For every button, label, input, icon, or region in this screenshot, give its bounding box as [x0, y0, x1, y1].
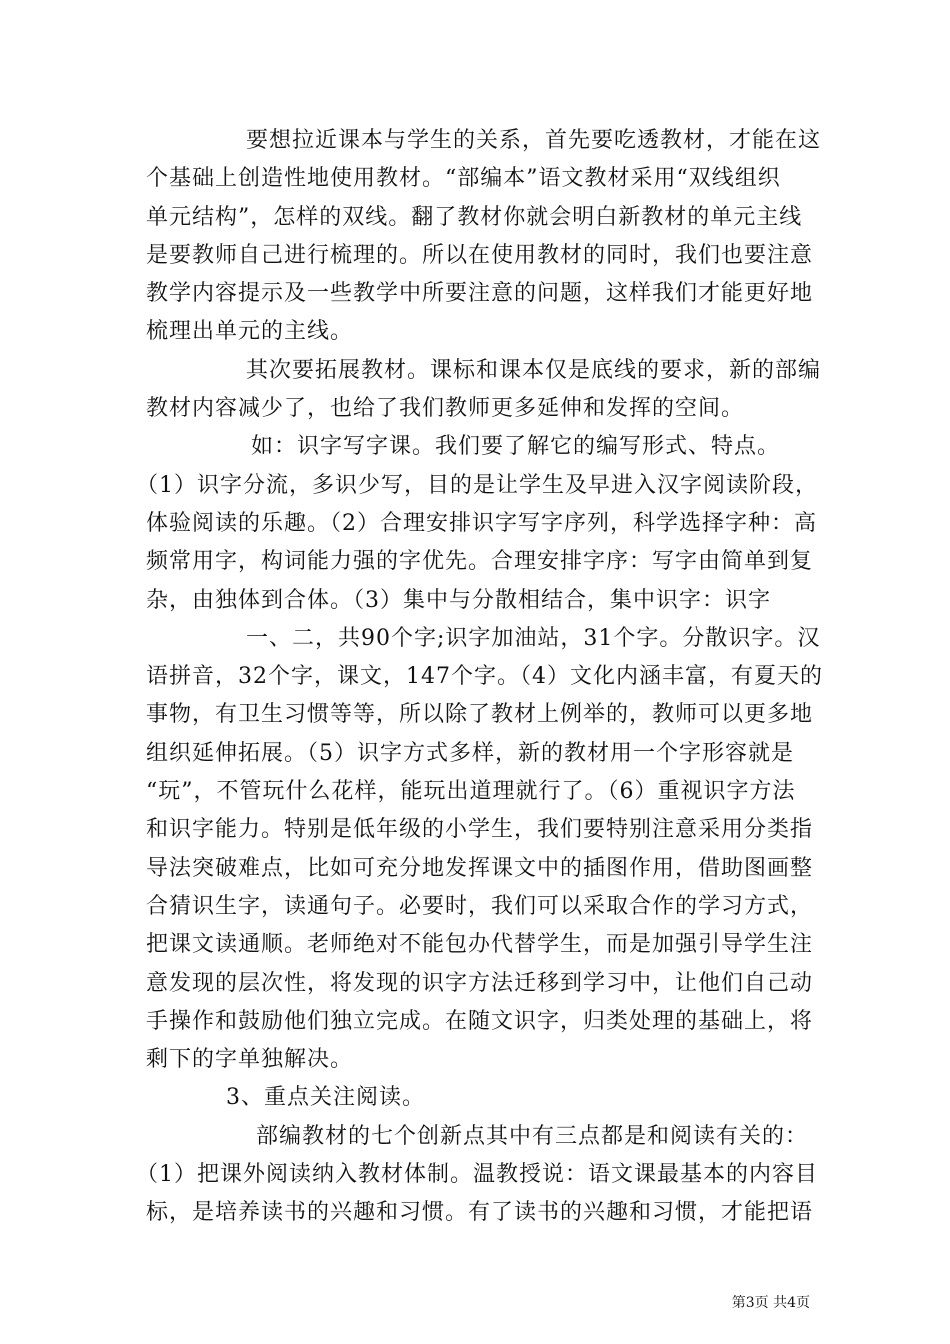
- text-line: 剩下的字单独解决。: [146, 1047, 354, 1073]
- text-line: 教学内容提示及一些教学中所要注意的问题，这样我们才能更好地: [146, 281, 814, 307]
- text-line: 其次要拓展教材。课标和课本仅是底线的要求，新的部编: [246, 357, 822, 383]
- text-line: （1）识字分流，多识少写，目的是让学生及早进入汉字阅读阶段，: [136, 472, 818, 498]
- text-line: 把课文读通顺。老师绝对不能包办代替学生，而是加强引导学生注: [146, 932, 814, 958]
- text-line: 部编教材的七个创新点其中有三点都是和阅读有关的：: [256, 1123, 809, 1149]
- text-line: 意发现的层次性，将发现的识字方法迁移到学习中，让他们自己动: [146, 970, 814, 996]
- document-body: [136, 122, 823, 1233]
- text-line: 手操作和鼓励他们独立完成。在随文识字，归类处理的基础上，将: [146, 1008, 814, 1034]
- text-line: 一、二，共90个字;识字加油站，31个字。分散识字。汉: [246, 625, 821, 651]
- text-line: 合猜识生字，读通句子。必要时，我们可以采取合作的学习方式，: [146, 893, 814, 919]
- text-line: 教材内容减少了，也给了我们教师更多延伸和发挥的空间。: [146, 396, 745, 422]
- text-line: “玩”，不管玩什么花样，能玩出道理就行了。（6）重视识字方法: [146, 779, 796, 805]
- text-line: 杂，由独体到合体。（3）集中与分散相结合，集中识字：识字: [146, 587, 771, 613]
- text-line: 语拼音，32个字，课文，147个字。（4）文化内涵丰富，有夏天的: [146, 664, 823, 690]
- text-line: 体验阅读的乐趣。（2）合理安排识字写字序列，科学选择字种：高: [146, 510, 817, 536]
- text-line: 和识字能力。特别是低年级的小学生，我们要特别注意采用分类指: [146, 817, 814, 843]
- text-line: （1）把课外阅读纳入教材体制。温教授说：语文课最基本的内容目: [136, 1162, 818, 1188]
- text-line: 单元结构”，怎样的双线。翻了教材你就会明白新教材的单元主线: [146, 204, 803, 230]
- text-line: 标，是培养读书的兴趣和习惯。有了读书的兴趣和习惯，才能把语: [146, 1200, 814, 1226]
- text-line: 组织延伸拓展。（5）识字方式多样，新的教材用一个字形容就是: [146, 740, 794, 766]
- text-line: 个基础上创造性地使用教材。“部编本”语文教材采用“双线组织: [146, 166, 781, 192]
- text-line: 事物，有卫生习惯等等，所以除了教材上例举的，教师可以更多地: [146, 702, 814, 728]
- section-heading: 3、重点关注阅读。: [226, 1085, 425, 1111]
- text-line: 频常用字，构词能力强的字优先。合理安排字序：写字由简单到复: [146, 549, 814, 575]
- page-number-footer: 第3页 共4页: [731, 1295, 810, 1311]
- text-line: 如：识字写字课。我们要了解它的编写形式、特点。: [251, 434, 781, 460]
- text-line: 导法突破难点，比如可充分地发挥课文中的插图作用，借助图画整: [146, 855, 814, 881]
- text-line: 要想拉近课本与学生的关系，首先要吃透教材，才能在这: [246, 128, 822, 153]
- text-line: 是要教师自己进行梳理的。所以在使用教材的同时，我们也要注意: [146, 242, 814, 268]
- text-line: 梳理出单元的主线。: [146, 319, 354, 345]
